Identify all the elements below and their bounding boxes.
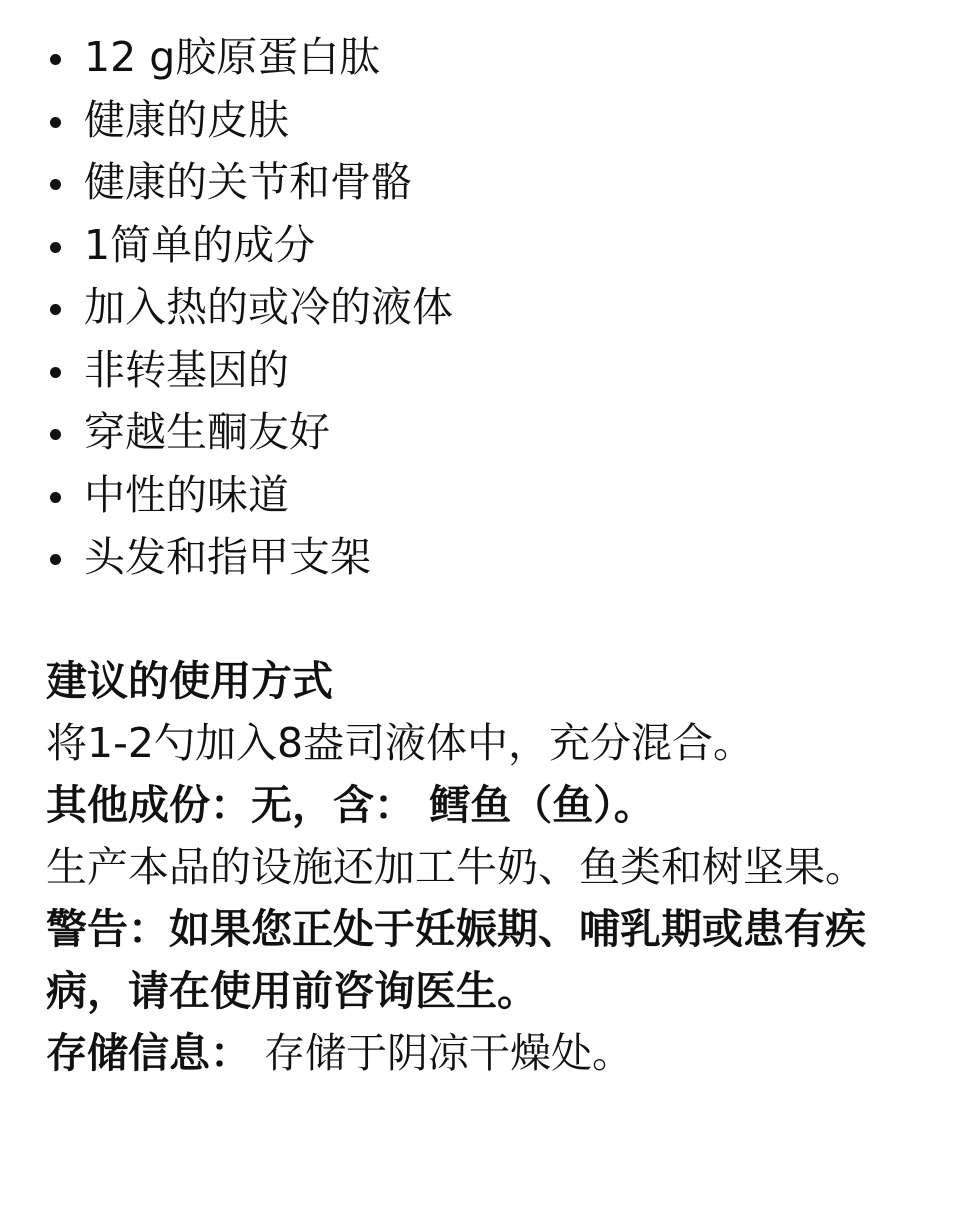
list-item (46, 26, 932, 89)
list-item (46, 151, 932, 214)
storage-label: 存储信息： (46, 1028, 251, 1077)
section-spacer (46, 589, 932, 650)
bullet-icon (50, 117, 61, 128)
feature-text: 头发和指甲支架 (84, 533, 371, 581)
list-item (46, 89, 932, 152)
usage-heading: 建议的使用方式 (46, 656, 333, 705)
warning-text: 警告：如果您正处于妊娠期、哺乳期或患有疾病，请在使用前咨询医生。 (46, 904, 866, 1015)
list-item (46, 214, 932, 277)
feature-text: 加入热的或冷的液体 (84, 283, 453, 331)
bullet-icon (50, 242, 61, 253)
feature-text: 健康的关节和骨骼 (84, 158, 412, 206)
bullet-icon (50, 304, 61, 315)
feature-list (46, 26, 932, 589)
facility-notice: 生产本品的设施还加工牛奶、鱼类和树坚果。 (46, 842, 866, 891)
feature-text: 1简单的成分 (84, 220, 316, 269)
storage-info (46, 1022, 932, 1084)
bullet-icon (50, 179, 61, 190)
feature-text: 非转基因的 (84, 345, 289, 394)
bullet-icon (50, 54, 61, 65)
feature-text: 健康的皮肤 (84, 95, 289, 144)
list-item (46, 401, 932, 464)
usage-text: 将1-2勺加入8盎司液体中，充分混合。 (46, 718, 755, 767)
feature-text: 12 g胶原蛋白肽 (84, 33, 381, 81)
bullet-icon (50, 367, 61, 378)
bullet-icon (50, 492, 61, 503)
bullet-icon (50, 429, 61, 440)
feature-text: 中性的味道 (84, 470, 289, 519)
list-item (46, 276, 932, 339)
bullet-icon (50, 554, 61, 565)
list-item (46, 526, 932, 589)
storage-text: 存储于阴凉干燥处。 (251, 1028, 634, 1077)
list-item (46, 464, 932, 527)
other-ingredients: 其他成份：无，含： 鳕鱼（鱼）。 (46, 780, 655, 829)
feature-text: 穿越生酮友好 (84, 408, 330, 456)
list-item (46, 339, 932, 402)
